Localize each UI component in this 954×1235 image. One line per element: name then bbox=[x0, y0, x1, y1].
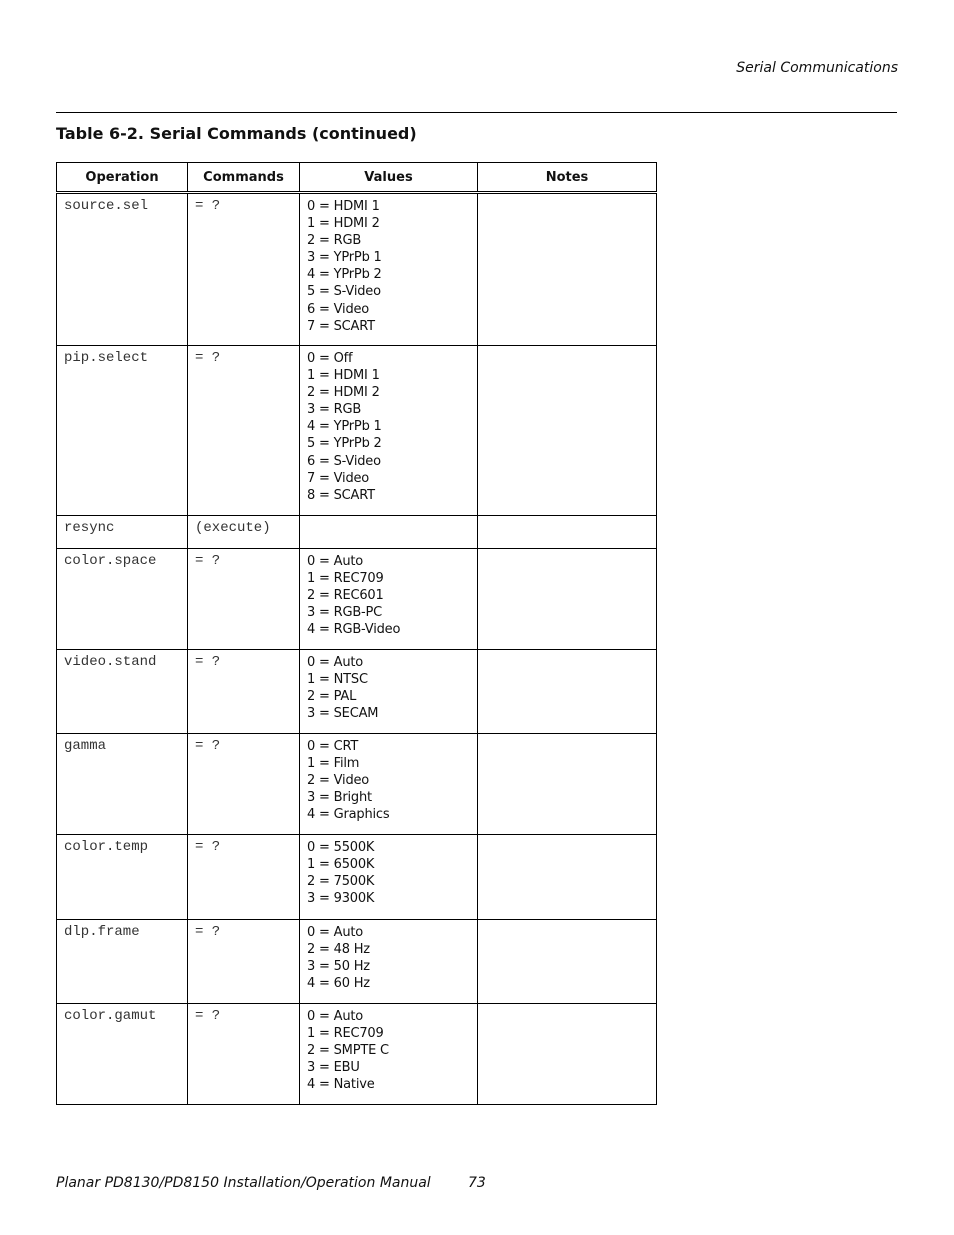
footer-page-number: 73 bbox=[468, 1175, 486, 1191]
value-entry: 1 = REC709 bbox=[307, 1026, 384, 1042]
values-cell bbox=[300, 346, 478, 516]
value-entry: 0 = Off bbox=[307, 351, 353, 366]
table-row bbox=[57, 920, 657, 1004]
notes-cell bbox=[478, 346, 657, 516]
value-entry: 1 = REC709 bbox=[307, 571, 384, 587]
value-entry: 2 = REC601 bbox=[307, 588, 384, 604]
command-syntax: = ? bbox=[195, 198, 221, 214]
values-cell bbox=[300, 835, 478, 920]
value-entry: 6 = S-Video bbox=[307, 453, 381, 469]
operation-cell bbox=[57, 346, 188, 516]
operation-name: color.space bbox=[64, 553, 157, 569]
value-entry: 0 = CRT bbox=[307, 739, 359, 754]
value-entry: 0 = Auto bbox=[307, 1009, 364, 1024]
command-syntax: = ? bbox=[195, 553, 221, 569]
value-entry: 3 = RGB bbox=[307, 402, 362, 418]
values-cell bbox=[300, 734, 478, 835]
value-entry: 1 = HDMI 1 bbox=[307, 368, 380, 384]
notes-cell bbox=[478, 549, 657, 650]
value-entry: 2 = Video bbox=[307, 773, 370, 789]
table-row bbox=[57, 193, 657, 346]
operation-name: pip.select bbox=[64, 350, 149, 366]
operation-cell bbox=[57, 920, 188, 1004]
operation-name: resync bbox=[64, 520, 115, 536]
operation-name: video.stand bbox=[64, 654, 157, 670]
value-entry: 7 = Video bbox=[307, 470, 370, 486]
value-entry: 3 = SECAM bbox=[307, 706, 379, 722]
value-entry: 0 = HDMI 1 bbox=[307, 199, 380, 214]
command-cell bbox=[188, 1004, 300, 1105]
column-header-notes: Notes bbox=[478, 163, 657, 193]
operation-name: color.gamut bbox=[64, 1008, 157, 1024]
value-entry: 3 = 9300K bbox=[307, 891, 375, 907]
value-entry: 4 = 60 Hz bbox=[307, 976, 370, 992]
command-cell bbox=[188, 346, 300, 516]
value-entry: 4 = YPrPb 1 bbox=[307, 419, 382, 435]
value-entry: 0 = Auto bbox=[307, 925, 364, 940]
value-entry: 3 = YPrPb 1 bbox=[307, 250, 382, 266]
value-entry: 7 = SCART bbox=[307, 318, 375, 334]
value-entry: 2 = PAL bbox=[307, 689, 357, 705]
command-syntax: = ? bbox=[195, 924, 221, 940]
value-entry: 3 = EBU bbox=[307, 1060, 360, 1076]
command-cell bbox=[188, 516, 300, 549]
command-cell bbox=[188, 549, 300, 650]
values-cell bbox=[300, 193, 478, 346]
command-syntax: = ? bbox=[195, 350, 221, 366]
table-row bbox=[57, 835, 657, 920]
value-entry: 5 = YPrPb 2 bbox=[307, 436, 382, 452]
command-cell bbox=[188, 650, 300, 734]
table-row bbox=[57, 1004, 657, 1105]
value-entry: 2 = RGB bbox=[307, 233, 362, 249]
notes-cell bbox=[478, 650, 657, 734]
value-entry: 4 = Native bbox=[307, 1077, 375, 1093]
table-caption: Table 6-2. Serial Commands (continued) bbox=[56, 124, 417, 143]
notes-cell bbox=[478, 835, 657, 920]
command-syntax: = ? bbox=[195, 738, 221, 754]
serial-commands-table bbox=[56, 162, 657, 1105]
values-cell bbox=[300, 920, 478, 1004]
column-header-operation: Operation bbox=[57, 163, 188, 193]
command-cell bbox=[188, 734, 300, 835]
value-entry: 4 = Graphics bbox=[307, 807, 390, 823]
table-row bbox=[57, 650, 657, 734]
values-cell bbox=[300, 516, 478, 549]
operation-cell bbox=[57, 835, 188, 920]
value-entry: 0 = 5500K bbox=[307, 840, 375, 855]
running-header: Serial Communications bbox=[736, 60, 898, 76]
value-entry: 2 = HDMI 2 bbox=[307, 385, 380, 401]
table-row bbox=[57, 549, 657, 650]
table-header-row bbox=[57, 163, 657, 193]
notes-cell bbox=[478, 1004, 657, 1105]
values-cell bbox=[300, 1004, 478, 1105]
value-entry: 8 = SCART bbox=[307, 487, 375, 503]
operation-name: dlp.frame bbox=[64, 924, 140, 940]
operation-name: source.sel bbox=[64, 198, 149, 214]
value-entry: 3 = Bright bbox=[307, 790, 372, 806]
value-entry: 2 = 48 Hz bbox=[307, 942, 370, 958]
values-cell bbox=[300, 650, 478, 734]
value-entry: 1 = Film bbox=[307, 756, 360, 772]
footer-manual-title: Planar PD8130/PD8150 Installation/Operation Manual bbox=[56, 1175, 431, 1191]
operation-cell bbox=[57, 734, 188, 835]
command-syntax: = ? bbox=[195, 839, 221, 855]
value-entry: 4 = RGB-Video bbox=[307, 622, 401, 638]
value-entry: 1 = NTSC bbox=[307, 672, 368, 688]
column-header-commands: Commands bbox=[188, 163, 300, 193]
value-entry: 1 = HDMI 2 bbox=[307, 216, 380, 232]
notes-cell bbox=[478, 920, 657, 1004]
column-header-values: Values bbox=[300, 163, 478, 193]
operation-cell bbox=[57, 1004, 188, 1105]
command-syntax: = ? bbox=[195, 654, 221, 670]
operation-cell bbox=[57, 516, 188, 549]
header-rule bbox=[56, 112, 897, 113]
values-cell bbox=[300, 549, 478, 650]
value-entry: 0 = Auto bbox=[307, 554, 364, 569]
value-entry: 6 = Video bbox=[307, 301, 370, 317]
command-syntax: = ? bbox=[195, 1008, 221, 1024]
operation-name: gamma bbox=[64, 738, 107, 754]
value-entry: 2 = SMPTE C bbox=[307, 1043, 389, 1059]
value-entry: 0 = Auto bbox=[307, 655, 364, 670]
table-body bbox=[57, 193, 657, 1105]
notes-cell bbox=[478, 193, 657, 346]
value-entry: 5 = S-Video bbox=[307, 284, 381, 300]
operation-cell bbox=[57, 650, 188, 734]
command-cell bbox=[188, 920, 300, 1004]
table-row bbox=[57, 516, 657, 549]
command-syntax: (execute) bbox=[195, 520, 271, 536]
value-entry: 2 = 7500K bbox=[307, 874, 375, 890]
operation-cell bbox=[57, 549, 188, 650]
table-row bbox=[57, 346, 657, 516]
operation-cell bbox=[57, 193, 188, 346]
notes-cell bbox=[478, 516, 657, 549]
command-cell bbox=[188, 835, 300, 920]
value-entry: 3 = 50 Hz bbox=[307, 959, 370, 975]
value-entry: 1 = 6500K bbox=[307, 857, 375, 873]
table-row bbox=[57, 734, 657, 835]
value-entry: 3 = RGB-PC bbox=[307, 605, 383, 621]
notes-cell bbox=[478, 734, 657, 835]
command-cell bbox=[188, 193, 300, 346]
value-entry: 4 = YPrPb 2 bbox=[307, 267, 382, 283]
operation-name: color.temp bbox=[64, 839, 149, 855]
